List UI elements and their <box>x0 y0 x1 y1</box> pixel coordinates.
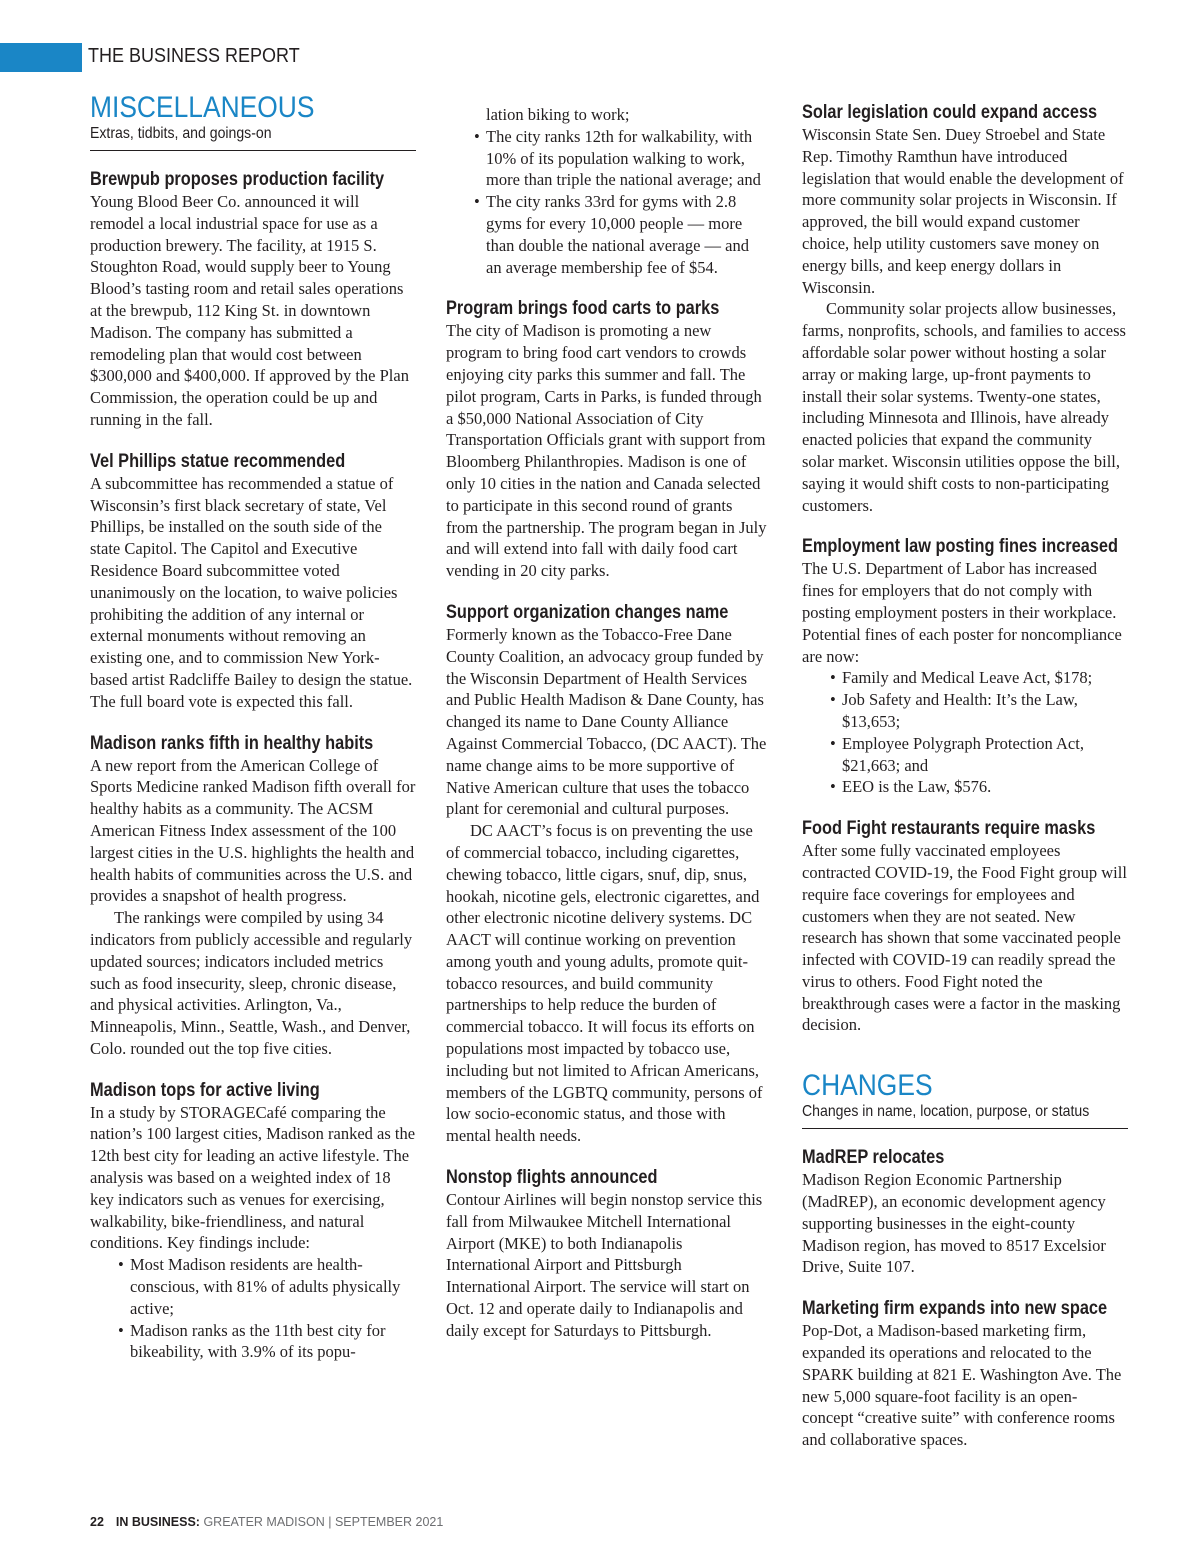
section-title-miscellaneous: MISCELLANEOUS <box>90 91 315 124</box>
article-vel-phillips <box>90 451 416 713</box>
article-headline: Marketing firm expands into new space <box>802 1298 1108 1320</box>
article-food-carts <box>446 298 768 582</box>
article-headline: Vel Phillips statue recommended <box>90 450 346 472</box>
list-item: • The city ranks 33rd for gyms with 2.8 gyms for every 10,000 people — more than double the national average — and an average membership fee of $54. <box>486 191 768 278</box>
section-rule <box>802 1128 1128 1129</box>
article-active-living <box>90 1080 416 1364</box>
article-headline: Madison tops for active living <box>90 1079 320 1101</box>
article-headline: Nonstop flights announced <box>446 1167 658 1189</box>
list-item: • Job Safety and Health: It’s the Law, $13,653; <box>842 689 1128 733</box>
section-label: THE BUSINESS REPORT <box>88 45 300 67</box>
section-subtitle-miscellaneous: Extras, tidbits, and goings-on <box>90 125 272 142</box>
publication-name: IN BUSINESS: <box>115 1515 200 1529</box>
list-item: • Employee Polygraph Protection Act, $21,663; and <box>842 733 1128 777</box>
article-paragraph: Contour Airlines will begin nonstop service this fall from Milwaukee Mitchell International Airport (MKE) to both Indianapolis International Airport and Pittsburgh International Airport. The service will start on Oct. 12 and operate daily to Indianapolis and daily except for Saturdays to Pittsburgh. <box>446 1190 763 1340</box>
article-paragraph: After some fully vaccinated employees contracted COVID-19, the Food Fight group will require face coverings for employees and customers when they are not seated. New research has shown that some vaccinated people infected with COVID-19 can readily spread the virus to others. Food Fight noted the breakthrough cases were a factor in the masking decision. <box>802 841 1127 1035</box>
article-headline: MadREP relocates <box>802 1147 945 1169</box>
article-paragraph: Wisconsin State Sen. Duey Stroebel and State Rep. Timothy Ramthun have introduced legislation that would enable the development of more community solar projects in Wisconsin. If approved, the bill would expand customer choice, help utility customers save money on energy bills, and keep energy dollars in Wisconsin. <box>802 125 1124 297</box>
bullet-list <box>802 667 1128 798</box>
article-solar-legislation <box>802 102 1128 516</box>
article-nonstop-flights <box>446 1167 768 1342</box>
list-item: • Madison ranks as the 11th best city for bikeability, with 3.9% of its popu- <box>130 1320 416 1364</box>
article-paragraph: Young Blood Beer Co. announced it will remodel a local industrial space for use as a production brewery. The facility, at 1915 S. Stoughton Road, would supply beer to Young Blood’s tasting room and retail sales operations at the brewpub, 112 King St. in downtown Madison. The company has submitted a remodeling plan that would cost between $300,000 and $400,000. If approved by the Plan Commission, the operation could be up and running in the fall. <box>90 192 409 429</box>
article-headline: Employment law posting fines increased <box>802 536 1118 558</box>
article-paragraph: Formerly known as the Tobacco-Free Dane County Coalition, an advocacy group funded by the Wisconsin Department of Health Services and Public Health Madison & Dane County, has changed its name to Dane County Alliance Against Commercial Tobacco, (DC AACT). The name change aims to be more supportive of Native American culture that uses the tobacco plant for ceremonial and cultural purposes. <box>446 624 767 819</box>
issue-info: GREATER MADISON | SEPTEMBER 2021 <box>203 1515 444 1529</box>
article-food-fight <box>802 818 1128 1036</box>
article-headline: Program brings food carts to parks <box>446 298 720 320</box>
article-support-organization <box>446 602 768 1147</box>
article-paragraph: A new report from the American College of Sports Medicine ranked Madison fifth overall for healthy habits as a community. The ACSM American Fitness Index assessment of the 100 largest cities in the U.S. highlights the health and health habits of communities across the U.S. and provides a snapshot of health progress. <box>90 755 416 906</box>
article-paragraph: In a study by STORAGECafé comparing the nation’s 100 largest cities, Madison ranked as the 12th best city for leading an active lifestyle. The analysis was based on a weighted index of 18 key indicators such as venues for exercising, walkability, bike-friendliness, and natural conditions. Key findings include: <box>90 1102 416 1253</box>
section-title-changes: CHANGES <box>802 1069 933 1103</box>
list-item: • EEO is the Law, $576. <box>842 776 1128 798</box>
article-paragraph: Community solar projects allow businesses, farms, nonprofits, schools, and families to access affordable solar power without hosting a solar array or making large, up-front payments to install their solar systems. Twenty-one states, including Minnesota and Illinois, have already enacted policies that expand the community solar market. Wisconsin utilities oppose the bill, saying it would shift costs to non-participating customers. <box>802 299 1126 515</box>
article-headline: Support organization changes name <box>446 601 729 623</box>
article-paragraph: The city of Madison is promoting a new program to bring food cart vendors to crowds enjoying city parks this summer and fall. The pilot program, Carts in Parks, is funded through a $50,000 National Association of City Transportation Officials grant with support from Bloomberg Philanthropies. Madison is one of only 10 cities in the nation and Canada selected to participate in this second round of grants from the partnership. The program began in July and will extend into fall with daily food cart vending in 20 city parks. <box>446 321 767 581</box>
section-color-bar <box>0 43 82 72</box>
bullet-list <box>446 126 768 279</box>
column-2 <box>446 104 768 1362</box>
list-item: • The city ranks 12th for walkability, with 10% of its population walking to work, more than triple the national average; and <box>486 126 768 191</box>
list-item: • Most Madison residents are health-conscious, with 81% of adults physically active; <box>130 1254 416 1319</box>
article-paragraph: DC AACT’s focus is on preventing the use of commercial tobacco, including cigarettes, chewing tobacco, little cigars, snuf, dip, snus, hookah, nicotine gels, electronic cigarettes, and other electronic nicotine delivery systems. DC AACT will continue working on prevention among youth and young adults, promote quit-tobacco resources, and build community partnerships to help reduce the burden of commercial tobacco. It will focus its efforts on populations most impacted by tobacco use, including but not limited to African Americans, members of the LGBTQ community, persons of low socio-economic status, and those with mental health needs. <box>446 821 763 1146</box>
article-madrep <box>802 1147 1128 1278</box>
article-employment-law <box>802 536 1128 798</box>
article-paragraph: A subcommittee has recommended a statue of Wisconsin’s first black secretary of state, Vel Phillips, be installed on the south side of the state Capitol. The Capitol and Executive Residence Board subcommittee voted unanimously on the location, to waive policies prohibiting the addition of any internal or external monuments without removing an existing one, and to commission New York-based artist Radcliffe Bailey to design the statue. The full board vote is expected this fall. <box>90 473 413 711</box>
article-marketing-firm <box>802 1298 1128 1451</box>
page-footer <box>90 1515 443 1529</box>
article-headline: Solar legislation could expand access <box>802 102 1098 123</box>
article-headline: Food Fight restaurants require masks <box>802 818 1096 840</box>
bullet-list <box>90 1254 416 1363</box>
section-subtitle-changes: Changes in name, location, purpose, or status <box>802 1103 1090 1121</box>
article-paragraph: Pop-Dot, a Madison-based marketing firm, expanded its operations and relocated to the SPARK building at 821 E. Washington Ave. The new 5,000 square-foot facility is an open-concept “creative suite” with conference rooms and collaborative spaces. <box>802 1321 1122 1450</box>
page-number: 22 <box>90 1515 104 1529</box>
section-rule <box>90 150 416 151</box>
article-healthy-habits <box>90 733 416 1060</box>
column-1 <box>90 92 416 1383</box>
article-paragraph: The U.S. Department of Labor has increased fines for employers that do not comply with posting employment posters in their workplace. Potential fines of each poster for noncompliance are now: <box>802 559 1122 666</box>
article-brewpub <box>90 169 416 431</box>
bullet-continuation: lation biking to work; <box>486 105 630 124</box>
article-active-living-continued <box>446 104 768 278</box>
list-item: • Family and Medical Leave Act, $178; <box>842 667 1128 689</box>
column-3 <box>802 102 1128 1471</box>
article-paragraph: The rankings were compiled by using 34 indicators from publicly accessible and regularly updated sources; indicators included metrics such as food insecurity, sleep, chronic disease, and physical activities. Arlington, Va., Minneapolis, Minn., Seattle, Wash., and Denver, Colo. rounded out the top five cities. <box>90 908 413 1058</box>
article-headline: Brewpub proposes production facility <box>90 169 385 190</box>
article-paragraph: Madison Region Economic Partnership (MadREP), an economic development agency supporting businesses in the eight-county Madison region, has moved to 8517 Excelsior Drive, Suite 107. <box>802 1170 1106 1277</box>
article-headline: Madison ranks fifth in healthy habits <box>90 732 374 754</box>
